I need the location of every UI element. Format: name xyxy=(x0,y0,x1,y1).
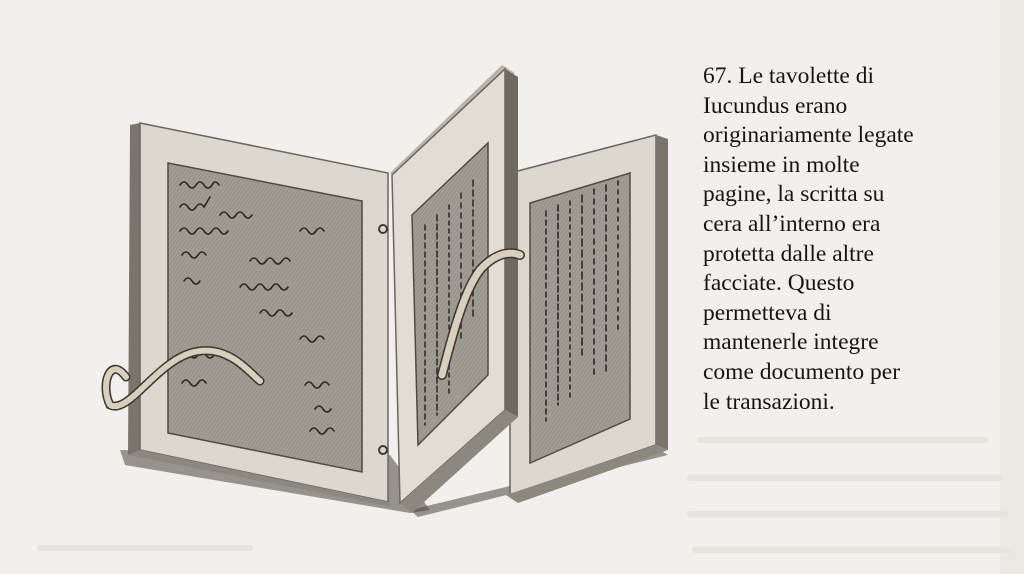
caption-line: 67. Le tavolette di xyxy=(703,63,874,89)
caption-line: pagine, la scritta su xyxy=(703,181,885,208)
caption-line: facciate. Questo xyxy=(703,270,855,297)
tablet-illustration xyxy=(100,55,690,525)
caption-line: come documento per xyxy=(703,358,901,385)
caption-line: protetta dalle altre xyxy=(703,240,874,267)
caption-line: originariamente legate xyxy=(703,122,914,149)
caption-line: cera all’interno era xyxy=(703,210,881,237)
caption-line: le transazioni. xyxy=(703,388,835,415)
caption-line: mantenerle integre xyxy=(703,329,879,356)
middle-tablet xyxy=(390,65,520,513)
figure-caption xyxy=(703,62,1003,417)
caption-line: insieme in molte xyxy=(703,151,860,178)
right-tablet xyxy=(506,135,668,503)
left-tablet xyxy=(106,123,392,507)
caption-line: Iucundus erano xyxy=(703,92,848,119)
caption-line: permetteva di xyxy=(703,299,832,326)
